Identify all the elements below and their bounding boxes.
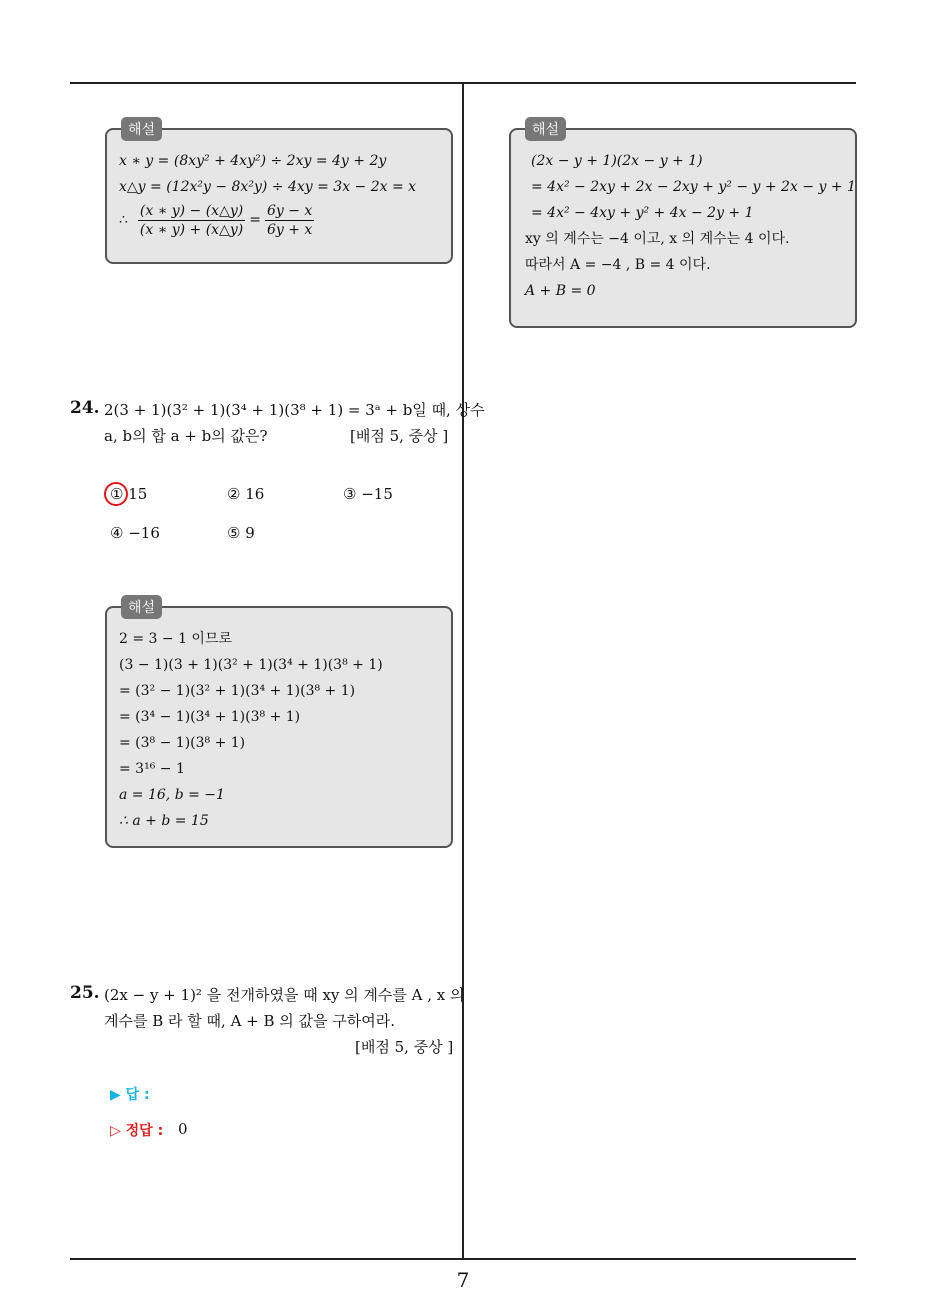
question-24-score: [배점 5, 중상 ] [350, 427, 449, 445]
equals-sign: = [249, 212, 261, 228]
solution-line: (3 − 1)(3 + 1)(3² + 1)(3⁴ + 1)(3⁸ + 1) [119, 657, 383, 673]
solution-line: = 4x² − 2xy + 2x − 2xy + y² − y + 2x − y + 1 [531, 179, 856, 195]
solution-line: 2 = 3 − 1 이므로 [119, 631, 233, 647]
fraction-denominator: (x ∗ y) + (x△y) [139, 221, 244, 238]
solution-line: (2x − y + 1)(2x − y + 1) [531, 153, 703, 169]
solution-fraction-line [119, 200, 439, 240]
solution-line: = (3² − 1)(3² + 1)(3⁴ + 1)(3⁸ + 1) [119, 683, 356, 699]
solution-box-25 [509, 122, 857, 328]
correct-answer-label: ▷ 정답 : [110, 1123, 164, 1139]
fraction-denominator: 6y + x [266, 221, 313, 238]
solution-tag: 해설 [121, 117, 162, 141]
solution-line: a = 16, b = −1 [119, 787, 225, 803]
solution-tag: 해설 [525, 117, 566, 141]
fraction-numerator: 6y − x [266, 202, 313, 219]
question-number-24: 24. [70, 398, 100, 418]
column-divider [462, 84, 464, 1260]
solution-line: xy 의 계수는 −4 이고, x 의 계수는 4 이다. [525, 231, 790, 247]
question-24-line1: 2(3 + 1)(3² + 1)(3⁴ + 1)(3⁸ + 1) = 3ᵃ + b일 때, 상수 [104, 401, 485, 419]
option-3[interactable]: ③ −15 [343, 485, 393, 503]
fraction-right [265, 203, 314, 238]
solution-line: = 3¹⁶ − 1 [119, 761, 185, 777]
solution-line: A + B = 0 [525, 283, 596, 299]
solution-line: = (3⁸ − 1)(3⁸ + 1) [119, 735, 246, 751]
solution-tag: 해설 [121, 595, 162, 619]
solution-line: = (3⁴ − 1)(3⁴ + 1)(3⁸ + 1) [119, 709, 301, 725]
fraction-numerator: (x ∗ y) − (x△y) [139, 202, 244, 219]
solution-box-24 [105, 600, 453, 848]
solution-line: 따라서 A = −4 , B = 4 이다. [525, 257, 711, 273]
option-2[interactable]: ② 16 [227, 485, 265, 503]
option-1[interactable]: ① 15 [110, 485, 148, 503]
solution-line: x ∗ y = (8xy² + 4xy²) ÷ 2xy = 4y + 2y [119, 153, 387, 169]
option-5[interactable]: ⑤ 9 [227, 524, 255, 542]
question-number-25: 25. [70, 983, 100, 1003]
answer-input-label[interactable]: ▶ 답 : [110, 1087, 150, 1103]
question-25-line2: 계수를 B 라 할 때, A + B 의 값을 구하여라. [104, 1012, 396, 1030]
question-25-score: [배점 5, 중상 ] [355, 1038, 454, 1056]
solution-line: x△y = (12x²y − 8x²y) ÷ 4xy = 3x − 2x = x [119, 179, 417, 195]
question-25-line1: (2x − y + 1)² 을 전개하였을 때 xy 의 계수를 A , x 의 [104, 986, 465, 1004]
solution-box-23 [105, 122, 453, 264]
bottom-rule [70, 1258, 856, 1260]
therefore-symbol: ∴ [119, 212, 128, 228]
page-number: 7 [456, 1268, 470, 1292]
option-4[interactable]: ④ −16 [110, 524, 160, 542]
correct-answer-value: 0 [178, 1120, 188, 1138]
fraction-left [138, 203, 245, 238]
solution-line: ∴ a + b = 15 [119, 813, 209, 829]
question-24-line2: a, b의 합 a + b의 값은? [104, 427, 268, 445]
solution-line: = 4x² − 4xy + y² + 4x − 2y + 1 [531, 205, 754, 221]
